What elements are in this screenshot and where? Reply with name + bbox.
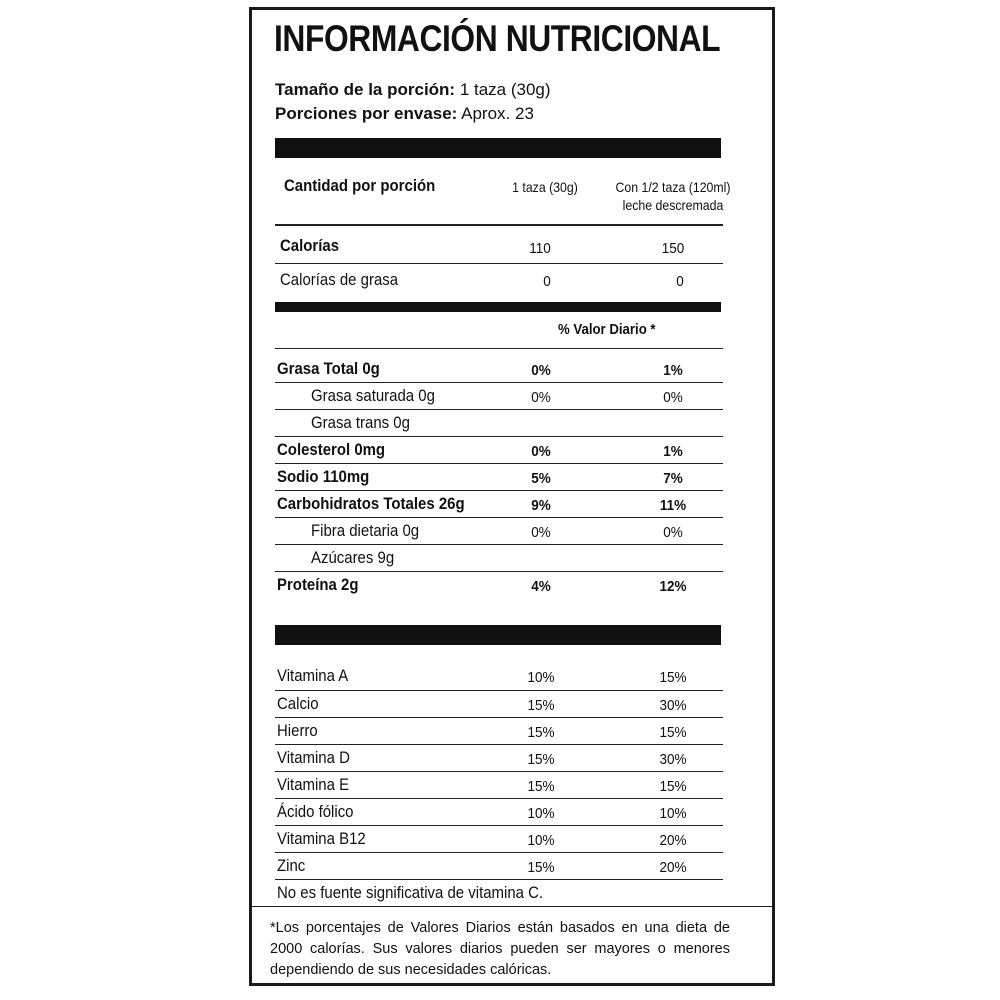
vitamin-value-2: 10% — [659, 805, 687, 822]
divider — [275, 744, 723, 745]
vitamin-value-1: 15% — [527, 697, 555, 714]
servings-per-container-value: Aprox. 23 — [461, 104, 534, 123]
nutrient-value-1: 5% — [531, 470, 551, 487]
divider — [275, 348, 723, 349]
divider — [252, 906, 772, 907]
divider — [275, 224, 723, 226]
vitamin-value-2: 20% — [659, 859, 687, 876]
footnote: *Los porcentajes de Valores Diarios están basados en una dieta de 2000 calorías. Sus valores diarios pueden ser mayores o menores dependiendo de sus necesidades calóricas. — [270, 920, 730, 978]
divider — [275, 852, 723, 853]
divider — [275, 798, 723, 799]
servings-per-container — [275, 104, 534, 124]
divider — [275, 436, 723, 437]
iron: Hierro — [277, 721, 318, 740]
nutrient-fiber: Fibra dietaria 0g — [311, 521, 420, 540]
nutrient-sugars: Azúcares 9g — [311, 548, 395, 567]
column-header-2 — [611, 178, 734, 214]
divider — [275, 690, 723, 691]
serving-size-value: 1 taza (30g) — [459, 80, 551, 99]
vitamin-value-1: 15% — [527, 778, 555, 795]
serving-size — [275, 80, 551, 100]
column-header-2-line2: leche descremada — [622, 197, 724, 213]
amount-per-serving-label: Cantidad por porción — [284, 176, 436, 195]
nutrient-saturated-fat: Grasa saturada 0g — [311, 386, 435, 405]
vitamin-note: No es fuente significativa de vitamina C. — [277, 883, 544, 902]
vitamin-value-2: 15% — [659, 724, 687, 741]
calories-fat-label: Calorías de grasa — [280, 270, 399, 289]
calories-label: Calorías — [280, 236, 340, 255]
vitamin-e: Vitamina E — [277, 775, 350, 794]
label-title: INFORMACIÓN NUTRICIONAL — [274, 18, 721, 59]
nutrient-total-fat: Grasa Total 0g — [277, 359, 380, 378]
nutrient-value-1: 0% — [531, 524, 551, 541]
vitamin-value-2: 30% — [659, 751, 687, 768]
divider — [275, 490, 723, 491]
vitamin-value-2: 15% — [659, 778, 687, 795]
divider — [275, 571, 723, 572]
thick-divider-calories — [275, 302, 721, 312]
divider — [275, 717, 723, 718]
nutrient-trans-fat: Grasa trans 0g — [311, 413, 410, 432]
nutrient-value-2: 0% — [663, 389, 683, 406]
servings-per-container-label: Porciones por envase: — [275, 104, 458, 123]
nutrient-value-1: 4% — [531, 578, 551, 595]
calories-value-2: 150 — [661, 240, 685, 257]
divider — [275, 544, 723, 545]
nutrient-value-2: 12% — [659, 578, 687, 595]
vitamin-value-1: 15% — [527, 751, 555, 768]
divider — [275, 409, 723, 410]
divider — [275, 879, 723, 880]
nutrient-sodium: Sodio 110mg — [277, 467, 370, 486]
nutrient-total-carbs: Carbohidratos Totales 26g — [277, 494, 465, 513]
column-header-1: 1 taza (30g) — [512, 179, 578, 195]
vitamin-b12: Vitamina B12 — [277, 829, 366, 848]
zinc: Zinc — [277, 856, 306, 875]
vitamin-value-2: 30% — [659, 697, 687, 714]
nutrient-value-1: 9% — [531, 497, 551, 514]
nutrient-value-2: 0% — [663, 524, 683, 541]
vitamin-a: Vitamina A — [277, 666, 349, 685]
vitamin-value-1: 10% — [527, 805, 555, 822]
divider — [275, 382, 723, 383]
vitamin-d: Vitamina D — [277, 748, 350, 767]
divider — [275, 825, 723, 826]
serving-size-label: Tamaño de la porción: — [275, 80, 456, 99]
column-header-2-line1: Con 1/2 taza (120ml) — [615, 179, 731, 195]
vitamin-value-1: 10% — [527, 832, 555, 849]
nutrient-value-1: 0% — [531, 362, 551, 379]
calories-value-1: 110 — [529, 240, 551, 257]
vitamin-value-2: 20% — [659, 832, 687, 849]
nutrient-value-2: 7% — [663, 470, 683, 487]
calcium: Calcio — [277, 694, 319, 713]
daily-value-header: % Valor Diario * — [558, 321, 656, 338]
thick-divider-top — [275, 138, 721, 158]
calories-fat-value-2: 0 — [676, 273, 684, 290]
calories-fat-value-1: 0 — [543, 273, 551, 290]
nutrient-cholesterol: Colesterol 0mg — [277, 440, 386, 459]
thick-divider-vitamins — [275, 625, 721, 645]
vitamin-value-1: 15% — [527, 859, 555, 876]
nutrient-value-1: 0% — [531, 443, 551, 460]
folic-acid: Ácido fólico — [277, 802, 354, 821]
nutrient-value-1: 0% — [531, 389, 551, 406]
nutrient-value-2: 11% — [659, 497, 687, 514]
divider — [275, 771, 723, 772]
vitamin-value-2: 15% — [659, 669, 687, 686]
nutrient-protein: Proteína 2g — [277, 575, 359, 594]
vitamin-value-1: 10% — [527, 669, 555, 686]
divider — [275, 517, 723, 518]
divider — [275, 463, 723, 464]
divider — [275, 263, 723, 264]
nutrient-value-2: 1% — [663, 443, 683, 460]
vitamin-value-1: 15% — [527, 724, 555, 741]
nutrient-value-2: 1% — [663, 362, 683, 379]
